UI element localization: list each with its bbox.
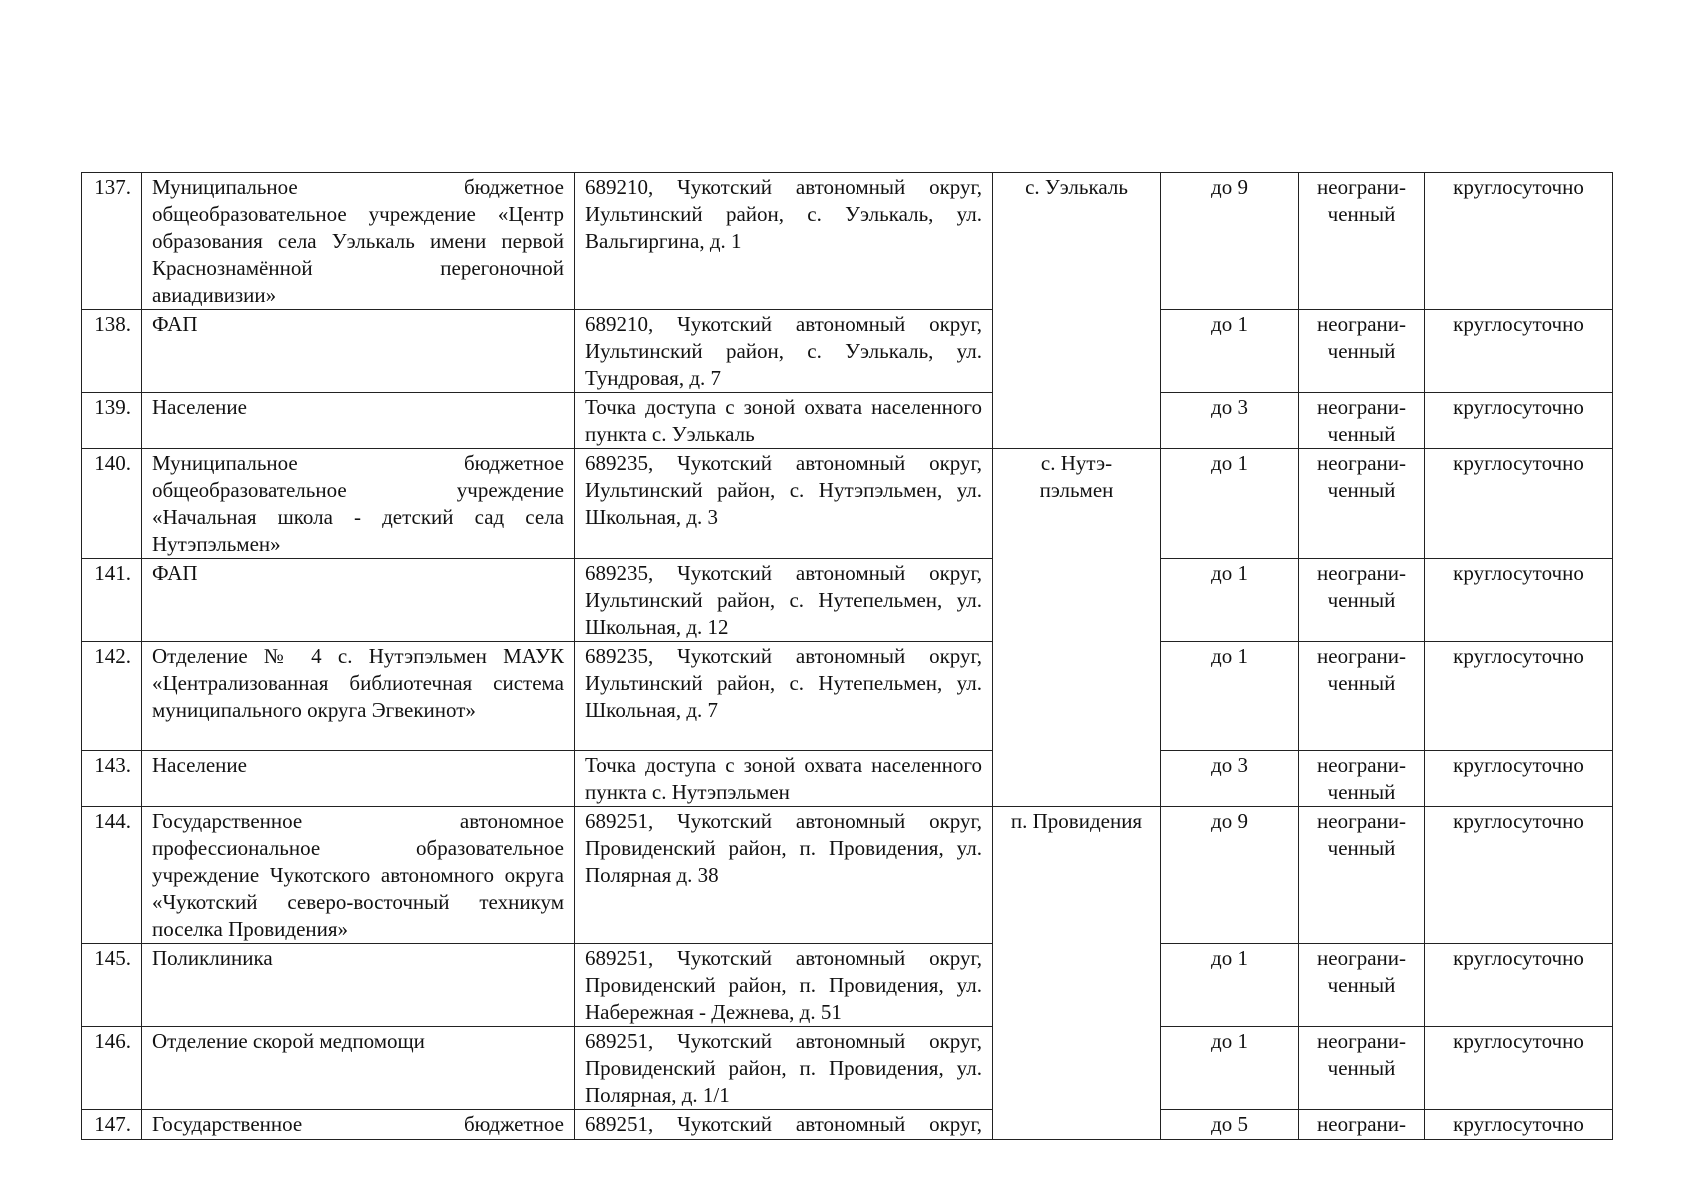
speed: до 1 <box>1161 642 1299 751</box>
traffic-limit: неограни- ченный <box>1299 944 1425 1027</box>
settlement-cell: с. Нутэ- пэльмен <box>993 449 1161 807</box>
address: 689251, Чукотский автономный округ, <box>575 1110 993 1140</box>
table-row <box>82 807 1613 944</box>
traffic-limit: неограни- ченный <box>1299 449 1425 559</box>
row-number: 140. <box>82 449 142 559</box>
organization-name: Государственное бюджетное <box>142 1110 575 1140</box>
working-hours: круглосуточно <box>1425 393 1613 449</box>
row-number: 147. <box>82 1110 142 1140</box>
table-row <box>82 1110 1613 1140</box>
organization-name: Муниципальное бюджетное общеобразовательное учреждение «Начальная школа - детский сад села Нутэпэльмен» <box>142 449 575 559</box>
address: 689251, Чукотский автономный округ, Провиденский район, п. Провидения, ул. Полярная д. 38 <box>575 807 993 944</box>
speed: до 1 <box>1161 559 1299 642</box>
traffic-limit: неограни- ченный <box>1299 173 1425 310</box>
traffic-limit: неограни- ченный <box>1299 642 1425 751</box>
organization-name: Отделение скорой медпомощи <box>142 1027 575 1110</box>
working-hours: круглосуточно <box>1425 449 1613 559</box>
table-row <box>82 393 1613 449</box>
speed: до 1 <box>1161 1027 1299 1110</box>
table-row <box>82 559 1613 642</box>
row-number: 145. <box>82 944 142 1027</box>
speed: до 5 <box>1161 1110 1299 1140</box>
speed: до 3 <box>1161 393 1299 449</box>
address: 689235, Чукотский автономный округ, Иультинский район, с. Нутэпэльмен, ул. Школьная, д. 3 <box>575 449 993 559</box>
working-hours: круглосуточно <box>1425 642 1613 751</box>
traffic-limit: неограни- ченный <box>1299 310 1425 393</box>
address: 689251, Чукотский автономный округ, Провиденский район, п. Провидения, ул. Набережная - Дежнева, д. 51 <box>575 944 993 1027</box>
organization-name: Государственное автономное профессиональное образовательное учреждение Чукотского автономного округа «Чукотский северо-восточный техникум поселка Провидения» <box>142 807 575 944</box>
address: Точка доступа с зоной охвата населенного пункта с. Нутэпэльмен <box>575 751 993 807</box>
table-row <box>82 1027 1613 1110</box>
traffic-limit: неограни- ченный <box>1299 393 1425 449</box>
traffic-limit: неограни- <box>1299 1110 1425 1140</box>
speed: до 9 <box>1161 807 1299 944</box>
row-number: 139. <box>82 393 142 449</box>
row-number: 144. <box>82 807 142 944</box>
address: Точка доступа с зоной охвата населенного пункта с. Уэлькаль <box>575 393 993 449</box>
table-row <box>82 173 1613 310</box>
speed: до 1 <box>1161 944 1299 1027</box>
row-number: 143. <box>82 751 142 807</box>
speed: до 1 <box>1161 310 1299 393</box>
traffic-limit: неограни- ченный <box>1299 751 1425 807</box>
row-number: 138. <box>82 310 142 393</box>
working-hours: круглосуточно <box>1425 751 1613 807</box>
document-table <box>81 172 1613 1140</box>
organization-name: ФАП <box>142 559 575 642</box>
working-hours: круглосуточно <box>1425 807 1613 944</box>
speed: до 3 <box>1161 751 1299 807</box>
address: 689210, Чукотский автономный округ, Иультинский район, с. Уэлькаль, ул. Вальгиргина, д. 1 <box>575 173 993 310</box>
working-hours: круглосуточно <box>1425 1027 1613 1110</box>
speed: до 1 <box>1161 449 1299 559</box>
settlement-cell: п. Провидения <box>993 807 1161 1140</box>
organization-name: ФАП <box>142 310 575 393</box>
table-row <box>82 944 1613 1027</box>
working-hours: круглосуточно <box>1425 559 1613 642</box>
traffic-limit: неограни- ченный <box>1299 1027 1425 1110</box>
row-number: 146. <box>82 1027 142 1110</box>
working-hours: круглосуточно <box>1425 944 1613 1027</box>
organization-name: Население <box>142 751 575 807</box>
address: 689210, Чукотский автономный округ, Иультинский район, с. Уэлькаль, ул. Тундровая, д. 7 <box>575 310 993 393</box>
table-row <box>82 751 1613 807</box>
address: 689235, Чукотский автономный округ, Иультинский район, с. Нутепельмен, ул. Школьная, д. 7 <box>575 642 993 751</box>
traffic-limit: неограни- ченный <box>1299 559 1425 642</box>
table-row <box>82 310 1613 393</box>
speed: до 9 <box>1161 173 1299 310</box>
table-row <box>82 449 1613 559</box>
working-hours: круглосуточно <box>1425 310 1613 393</box>
working-hours: круглосуточно <box>1425 173 1613 310</box>
traffic-limit: неограни- ченный <box>1299 807 1425 944</box>
organization-name: Население <box>142 393 575 449</box>
row-number: 137. <box>82 173 142 310</box>
row-number: 141. <box>82 559 142 642</box>
address: 689235, Чукотский автономный округ, Иультинский район, с. Нутепельмен, ул. Школьная, д. 12 <box>575 559 993 642</box>
working-hours: круглосуточно <box>1425 1110 1613 1140</box>
row-number: 142. <box>82 642 142 751</box>
organization-name: Отделение № 4 с. Нутэпэльмен МАУК «Централизованная библиотечная система муниципального округа Эгвекинот» <box>142 642 575 751</box>
table-row <box>82 642 1613 751</box>
settlement-cell: с. Уэлькаль <box>993 173 1161 449</box>
organization-name: Поликлиника <box>142 944 575 1027</box>
address: 689251, Чукотский автономный округ, Провиденский район, п. Провидения, ул. Полярная, д. 1/1 <box>575 1027 993 1110</box>
organization-name: Муниципальное бюджетное общеобразовательное учреждение «Центр образования села Уэлькаль имени первой Краснознамённой перегоночной авиадивизии» <box>142 173 575 310</box>
